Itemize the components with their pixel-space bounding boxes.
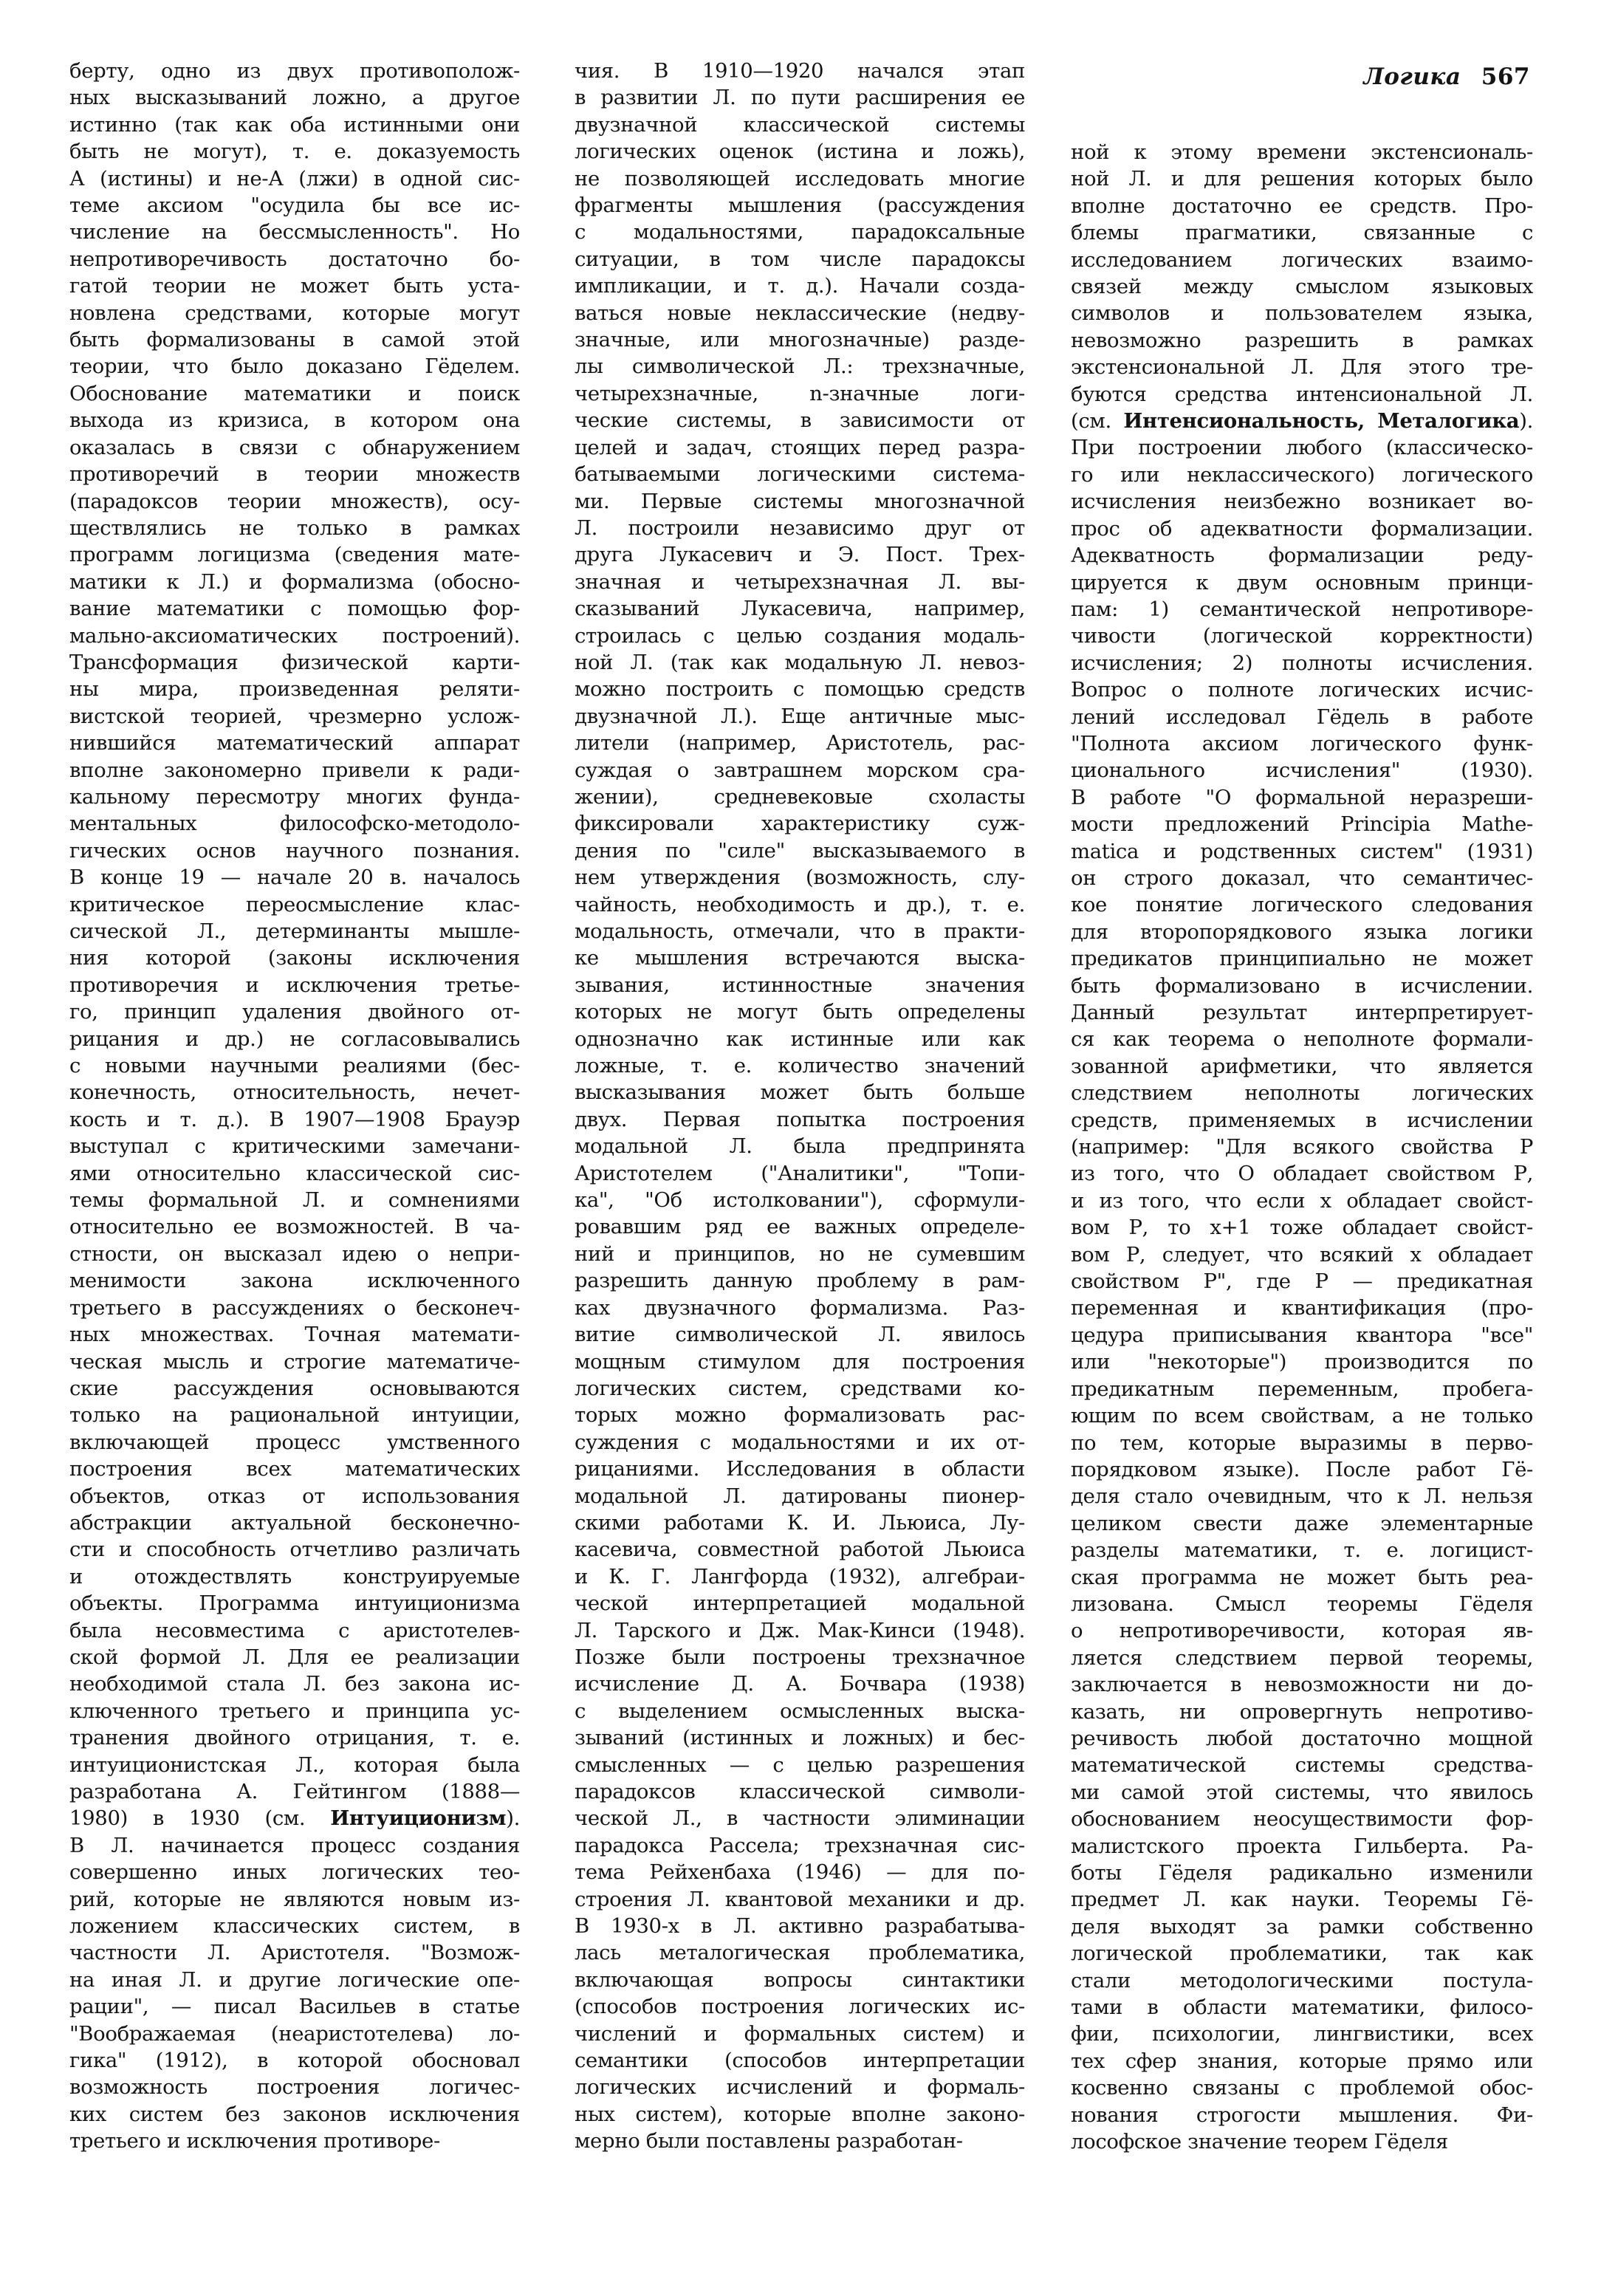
text-line: построения всех математических [69,1457,520,1481]
text-line: парадокса Рассела; трехзначная сис- [575,1833,1025,1857]
text-line: которых не могут быть определены [575,1000,1025,1024]
text-line: предмет Л. как науки. Теоремы Гё- [1071,1888,1533,1912]
text-line: В конце 19 — начале 20 в. началось [69,866,520,890]
text-line: фрагменты мышления (рассуждения [575,193,1025,218]
text-line: деля стало очевидным, что к Л. нельзя [1071,1484,1533,1509]
text-line: цируется к двум основным принци- [1071,570,1533,594]
text-line: экстенсиональной Л. Для этого тре- [1071,355,1533,380]
text-line: разрешить данную проблему в рам- [575,1269,1025,1293]
text-line: рий, которые не являются новым из- [69,1887,520,1911]
text-line: можно построить с помощью средств [575,677,1025,702]
text-column-1 [69,58,520,2155]
text-line: (например: "Для всякого свойства Р [1071,1135,1533,1159]
text-line: ческие системы, в зависимости от [575,408,1025,433]
text-line: гических основ научного познания. [69,838,520,863]
text-line: темы формальной Л. и сомнениями [69,1188,520,1213]
text-line: косвенно связаны с проблемой обос- [1071,2076,1533,2100]
text-line: сказываний Лукасевича, например, [575,597,1025,621]
text-line: логической проблематики, так как [1071,1942,1533,1966]
text-line: импликации, и т. д.). Начали созда- [575,274,1025,298]
text-line: речивость любой достаточно мощной [1071,1726,1533,1750]
text-line: транения двойного отрицания, т. е. [69,1726,520,1750]
text-line: ний и принципов, но не сумевшим [575,1241,1025,1266]
text-line: стали методологическими постула- [1071,1968,1533,1992]
text-line: двузначной классической системы [575,112,1025,137]
text-line: прос об адекватности формализации. [1071,516,1533,541]
text-line: частности Л. Аристотеля. "Возмож- [69,1941,520,1965]
text-line: кое понятие логического следования [1071,893,1533,917]
text-line: строилась с целью создания модаль- [575,623,1025,648]
text-line: В Л. начинается процесс создания [69,1833,520,1857]
text-line: ми самой этой системы, что явилось [1071,1780,1533,1804]
text-line: ческой Л., в частности элиминации [575,1806,1025,1831]
text-line: менимости закона исключенного [69,1269,520,1293]
text-line: ка", "Об истолковании"), сформули- [575,1188,1025,1213]
text-line: чия. В 1910—1920 начался этап [575,59,1025,83]
text-line: исчисления неизбежно возникает во- [1071,490,1533,514]
text-line: третьего в рассуждениях о бесконеч- [69,1295,520,1320]
text-line: объекты. Программа интуиционизма [69,1591,520,1616]
text-line: ных множествах. Точная математи- [69,1323,520,1347]
text-line: фии, психологии, лингвистики, всех [1071,2022,1533,2046]
text-line: средств, применяемых в исчислении [1071,1108,1533,1132]
text-line: го, принцип удаления двойного от- [69,1000,520,1024]
text-line: Аристотелем ("Аналитики", "Топи- [575,1161,1025,1185]
text-line: нившийся математический аппарат [69,731,520,755]
text-line: была несовместима с аристотелев- [69,1618,520,1642]
text-line: обоснованием неосуществимости фор- [1071,1807,1533,1831]
text-line: стности, он высказал идею о непри- [69,1241,520,1266]
text-line: скими работами К. И. Льюиса, Лу- [575,1510,1025,1535]
text-line: блемы прагматики, связанные с [1071,221,1533,245]
text-line: исследованием логических взаимо- [1071,247,1533,272]
cross-reference: Интенсиональность, Металогика [1123,409,1520,434]
text-line: тема Рейхенбаха (1946) — для по- [575,1860,1025,1885]
text-line: быть не могут), т. е. доказуемость [69,140,520,164]
text-line: предикатным переменным, пробега- [1071,1377,1533,1401]
text-line: противоречия и исключения третье- [69,973,520,997]
text-line: касевича, совместной работой Льюиса [575,1538,1025,1562]
text-line: четырехзначные, n-значные логи- [575,381,1025,405]
text-line: не позволяющей исследовать многие [575,166,1025,191]
text-line: модальной Л. была предпринята [575,1134,1025,1159]
text-line: порядковом языке). После работ Гё- [1071,1457,1533,1481]
text-line: матики к Л.) и формализма (обосно- [69,569,520,594]
text-line: зованной арифметики, что является [1071,1054,1533,1078]
text-line: третьего и исключения противоре- [69,2129,440,2153]
text-line: парадоксов классической символи- [575,1780,1025,1803]
text-line: непротиворечивость достаточно бо- [69,247,520,271]
text-line: торых можно формализовать рас- [575,1403,1025,1428]
text-line: быть формализованы в самой этой [69,328,520,352]
text-line: А (истины) и не-А (лжи) в одной сис- [69,166,520,191]
text-line: друга Лукасевич и Э. Пост. Трех- [575,543,1025,567]
text-line: зывания, истинностные значения [575,973,1025,997]
text-line: ская программа не может быть реа- [1071,1565,1533,1589]
text-line: деля выходят за рамки собственно [1071,1914,1533,1939]
text-line: кальному пересмотру многих фунда- [69,784,520,809]
text-line: ной к этому времени экстенсиональ- [1071,140,1533,164]
text-line: (см. Интенсиональность, Металогика). [1071,409,1533,434]
text-line: тами в области математики, филосо- [1071,1995,1533,2020]
text-line: нования строгости мышления. Фи- [1071,2103,1533,2127]
text-line: ложением классических систем, в [69,1914,520,1939]
text-line: критическое переосмысление клас- [69,892,520,916]
text-line: совершенно иных логических тео- [69,1860,520,1885]
text-line: с новыми научными реалиями (бес- [69,1054,520,1078]
text-line: мощным стимулом для построения [575,1349,1025,1374]
text-line: целиком свести даже элементарные [1071,1511,1533,1535]
text-line: возможность построения логичес- [69,2075,520,2100]
text-line: боты Гёделя радикально изменили [1071,1861,1533,1885]
text-line: гика" (1912), в которой обосновал [69,2049,520,2073]
text-line: значная и четырехзначная Л. вы- [575,569,1025,594]
text-line: ны мира, произведенная реляти- [69,677,520,702]
text-line: ционального исчисления" (1930). [1071,758,1533,783]
text-line: гатой теории не может быть уста- [69,274,520,298]
text-line: на иная Л. и другие логические опе- [69,1967,520,1992]
text-line: ющим по всем свойствам, а не только [1071,1404,1533,1428]
text-line: ми. Первые системы многозначной [575,489,1025,513]
text-line: в развитии Л. по пути расширения ее [575,86,1025,110]
text-line: фиксировали характеристику суж- [575,812,1025,836]
text-line: лений исследовал Гёдель в работе [1071,705,1533,729]
text-line: лители (например, Аристотель, рас- [575,731,1025,755]
text-line: только на рациональной интуиции, [69,1403,520,1428]
text-line: заключается в невозможности ни до- [1071,1673,1533,1697]
text-line: переменная и квантификация (про- [1071,1296,1533,1320]
text-line: смысленных — с целью разрешения [575,1752,1025,1777]
text-line: конечность, относительность, нечет- [69,1080,520,1105]
text-line: истинно (так как оба истинными они [69,112,520,137]
text-line: сти и способность отчетливо различать [69,1538,520,1562]
text-line: с модальностями, парадоксальные [575,220,1025,244]
text-line: мости предложений Principia Mathe- [1071,812,1533,837]
text-line: вание математики с помощью фор- [69,597,520,621]
text-line: логических исчислений и формаль- [575,2075,1025,2100]
text-line: ляется следствием первой теоремы, [1071,1645,1533,1670]
text-line: (парадоксов теории множеств), осу- [69,489,520,513]
text-line: пам: 1) семантической непротиворе- [1071,597,1533,621]
text-line: модальной Л. датированы пионер- [575,1484,1025,1508]
text-line: он строго доказал, что семантичес- [1071,866,1533,890]
text-line: исчисления; 2) полноты исчисления. [1071,651,1533,675]
text-line: тех сфер знания, которые прямо или [1071,2049,1533,2073]
text-line: числений и формальных систем) и [575,2021,1025,2046]
text-line: лась металогическая проблематика, [575,1941,1025,1965]
text-line: берту, одно из двух противополож- [69,59,520,83]
text-line: ся как теорема о неполноте формали- [1071,1027,1533,1052]
text-line: и К. Г. Лангфорда (1932), алгебраи- [575,1564,1025,1589]
text-line: Л. Тарского и Дж. Мак-Кинси (1948). [575,1618,1025,1642]
text-line: абстракции актуальной бесконечно- [69,1510,520,1535]
text-line: лософское значение теорем Гёделя [1071,2130,1448,2154]
text-column-3 [1071,139,1533,2155]
text-line: связей между смыслом языковых [1071,275,1533,299]
text-line: двузначной Л.). Еще античные мыс- [575,704,1025,728]
text-line: ские рассуждения основываются [69,1376,520,1400]
text-line: В работе "О формальной неразреши- [1071,785,1533,809]
text-line: по тем, которые выразимы в перво- [1071,1430,1533,1455]
text-line: однозначно как истинные или как [575,1027,1025,1051]
text-line: исчисление Д. А. Бочвара (1938) [575,1672,1025,1696]
text-line: интуиционистская Л., которая была [69,1752,520,1777]
text-line: рицаниями. Исследования в области [575,1457,1025,1481]
text-line: ментальных философско-методоло- [69,812,520,836]
text-line: нем утверждения (возможность, слу- [575,866,1025,890]
text-line: Данный результат интерпретирует- [1071,1001,1533,1024]
text-line: При построении любого (классическо- [1071,436,1533,460]
text-line: теории, что было доказано Гёделем. [69,354,520,379]
text-line: лизована. Смысл теоремы Гёделя [1071,1591,1533,1616]
text-line: логических оценок (истина и ложь), [575,140,1025,164]
text-line: "Полнота аксиом логического функ- [1071,731,1533,755]
text-line: лы символической Л.: трехзначные, [575,354,1025,379]
text-line: цедура приписывания квантора "все" [1071,1323,1533,1347]
text-line: ной Л. и для решения которых было [1071,167,1533,191]
text-line: ской формой Л. Для ее реализации [69,1645,520,1669]
text-line: ния которой (законы исключения [69,946,520,970]
text-line: математической системы средства- [1071,1753,1533,1778]
text-line: жении), средневековые схоласты [575,784,1025,809]
text-line: суждения с модальностями и их от- [575,1430,1025,1454]
text-line: Вопрос о полноте логических исчис- [1071,678,1533,702]
text-line: невозможно разрешить в рамках [1071,328,1533,352]
text-line: ровавшим ряд ее важных определе- [575,1215,1025,1239]
text-line: ческая мысль и строгие математиче- [69,1349,520,1374]
text-line: кость и т. д.). В 1907—1908 Брауэр [69,1107,520,1131]
text-line: дения по "силе" высказываемого в [575,838,1025,863]
text-line: целей и задач, стоящих перед разра- [575,435,1025,459]
text-line: ческой интерпретацией модальной [575,1591,1025,1616]
text-line: оказалась в связи с обнаружением [69,435,520,459]
text-column-2 [575,58,1025,2155]
text-line: и отождествлять конструируемые [69,1564,520,1589]
text-line: теме аксиом "осудила бы все ис- [69,193,520,218]
text-line: рицания и др.) не согласовывались [69,1027,520,1051]
text-line: логических систем, средствами ко- [575,1376,1025,1400]
page-number: 567 [1481,64,1530,90]
text-line: ситуации, в том числе парадоксы [575,247,1025,271]
text-line: разработана А. Гейтингом (1888— [69,1780,520,1803]
text-line: предикатов принципиально не может [1071,947,1533,971]
text-line: включающей процесс умственного [69,1430,520,1454]
text-line: значные, или многозначные) разде- [575,328,1025,352]
text-line: казать, ни опровергнуть непротиво- [1071,1699,1533,1724]
text-line: витие символической Л. явилось [575,1323,1025,1347]
text-line: высказывания может быть больше [575,1080,1025,1105]
text-line: батываемыми логическими система- [575,462,1025,487]
text-line: о непротиворечивости, которая яв- [1071,1619,1533,1643]
text-line: включающая вопросы синтактики [575,1967,1025,1992]
text-line: ществлялись не только в рамках [69,515,520,540]
text-line: семантики (способов интерпретации [575,2049,1025,2073]
text-line: сической Л., детерминанты мышле- [69,919,520,943]
text-line: строения Л. квантовой механики и др. [575,1887,1025,1911]
text-line: Адекватность формализации реду- [1071,544,1533,568]
text-line: ных высказываний ложно, а другое [69,86,520,110]
text-line: буются средства интенсиональной Л. [1071,382,1533,406]
text-line: быть формализовано в исчислении. [1071,973,1533,998]
text-line: "Воображаемая (неаристотелева) ло- [69,2021,520,2046]
text-line: программ логицизма (сведения мате- [69,543,520,567]
text-line: из того, что О обладает свойством Р, [1071,1162,1533,1186]
text-line: для второпорядкового языка логики [1071,919,1533,944]
text-line: числение на бессмысленность". Но [69,220,520,244]
text-line: ке мышления встречаются выска- [575,946,1025,970]
text-line: вполне достаточно ее средств. Про- [1071,193,1533,218]
text-line: чивости (логической корректности) [1071,624,1533,648]
text-line: суждая о завтрашнем морском сра- [575,758,1025,782]
text-line: вистской теорией, чрезмерно услож- [69,704,520,728]
text-line: мерно были поставлены разработан- [575,2129,963,2153]
text-line: ких систем без законов исключения [69,2102,520,2126]
text-line: или "некоторые") производится по [1071,1350,1533,1374]
text-line: (способов построения логических ис- [575,1995,1025,2019]
text-line: вполне закономерно привели к ради- [69,758,520,782]
text-line: ложные, т. е. количество значений [575,1054,1025,1078]
text-line: 1980) в 1930 (см. Интуиционизм). [69,1806,520,1831]
text-line: Обоснование математики и поиск [69,381,520,405]
text-line: свойством Р", где Р — предикатная [1071,1269,1533,1294]
text-line: относительно ее возможностей. В ча- [69,1215,520,1239]
text-line: вом Р, следует, что всякий х обладает [1071,1242,1533,1267]
text-line: ных систем), которые вполне законо- [575,2102,1025,2126]
cross-reference: Интуиционизм [330,1806,507,1831]
text-line: выхода из кризиса, в котором она [69,408,520,433]
text-line: В 1930-х в Л. активно разрабатыва- [575,1914,1025,1939]
running-header [1363,64,1530,90]
text-line: ваться новые неклассические (недву- [575,301,1025,325]
text-line: зываний (истинных и ложных) и бес- [575,1726,1025,1750]
text-line: го или неклассического) логического [1071,462,1533,487]
text-line: вом Р, то х+1 тоже обладает свойст- [1071,1216,1533,1240]
text-line: двух. Первая попытка построения [575,1107,1025,1131]
text-line: и из того, что если х обладает свойст- [1071,1188,1533,1213]
text-line: новлена средствами, которые могут [69,301,520,325]
text-line: ках двузначного формализма. Раз- [575,1295,1025,1320]
text-line: Трансформация физической карти- [69,650,520,674]
text-line: следствием неполноты логических [1071,1081,1533,1106]
text-line: рации", — писал Васильев в статье [69,1995,520,2019]
text-line: необходимой стала Л. без закона ис- [69,1672,520,1696]
running-title: Логика [1363,64,1461,90]
text-line: ями относительно классической сис- [69,1161,520,1185]
text-line: разделы математики, т. е. логицист- [1071,1538,1533,1563]
text-line: Л. построили независимо друг от [575,515,1025,540]
text-line: ной Л. (так как модальную Л. невоз- [575,650,1025,674]
text-line: matica и родственных систем" (1931) [1071,839,1533,863]
text-line: малистского проекта Гильберта. Ра- [1071,1834,1533,1858]
text-line: противоречий в теории множеств [69,462,520,487]
text-line: модальность, отмечали, что в практи- [575,919,1025,943]
text-line: выступал с критическими замечани- [69,1134,520,1159]
text-line: символов и пользователем языка, [1071,301,1533,326]
text-line: мально-аксиоматических построений). [69,623,520,648]
text-line: с выделением осмысленных выска- [575,1699,1025,1723]
text-line: чайность, необходимость и др.), т. е. [575,892,1025,916]
text-line: объектов, отказ от использования [69,1484,520,1508]
text-line: ключенного третьего и принципа ус- [69,1699,520,1723]
text-line: Позже были построены трехзначное [575,1645,1025,1669]
